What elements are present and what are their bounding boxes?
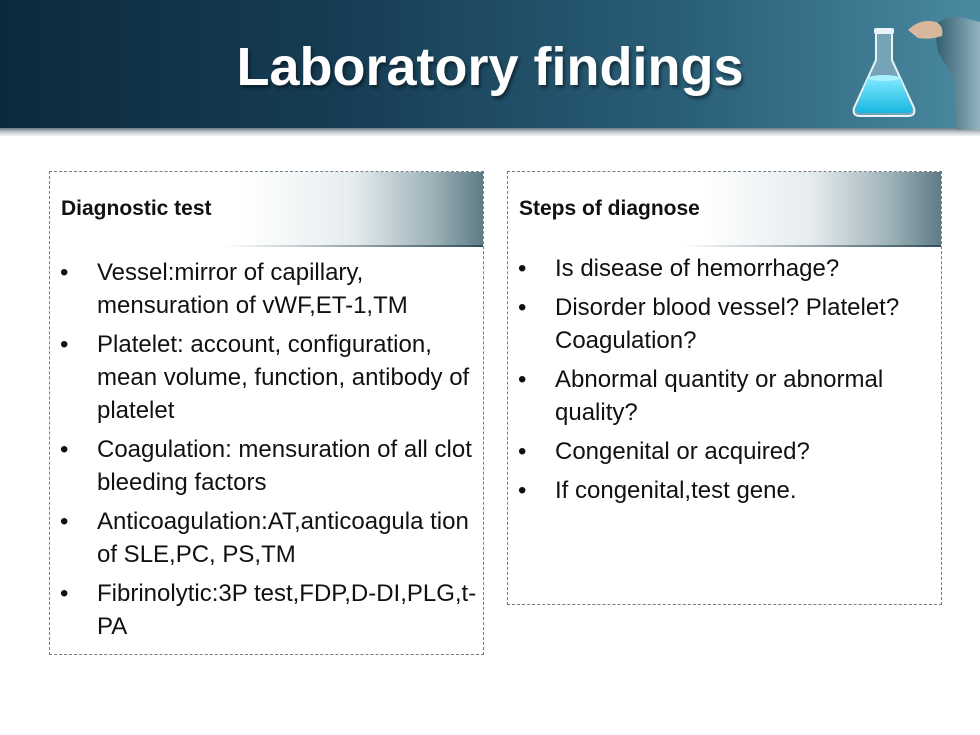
bullet-icon: • [518,438,527,465]
bullet-icon: • [60,580,69,607]
header-divider [0,128,980,136]
list-item: • If congenital,test gene. [508,474,941,507]
list-item: • Disorder blood vessel? Platelet? Coagulation? [508,291,941,357]
panel-heading [508,172,941,246]
bullet-icon: • [60,436,69,463]
bullet-list [50,256,483,649]
list-item: • Is disease of hemorrhage? [508,252,941,285]
erlenmeyer-flask-icon [846,8,980,130]
list-item: • Fibrinolytic:3P test,FDP,D-DI,PLG,t-PA [50,577,483,643]
bullet-icon: • [60,259,69,286]
panel-heading [50,172,483,246]
steps-of-diagnose-panel [507,171,942,605]
bullet-icon: • [518,255,527,282]
bullet-list [508,252,941,513]
list-item: • Congenital or acquired? [508,435,941,468]
bullet-icon: • [518,477,527,504]
panel-heading-text: Diagnostic test [61,197,212,220]
list-item: • Coagulation: mensuration of all clot bleeding factors [50,433,483,499]
bullet-icon: • [518,294,527,321]
slide-title: Laboratory findings [236,37,744,97]
list-item: • Anticoagulation:AT,anticoagula tion of SLE,PC, PS,TM [50,505,483,571]
bullet-icon: • [60,508,69,535]
bullet-icon: • [60,331,69,358]
list-item: • Abnormal quantity or abnormal quality? [508,363,941,429]
bullet-icon: • [518,366,527,393]
panel-heading-text: Steps of diagnose [519,197,700,220]
list-item: • Platelet: account, configuration, mean volume, function, antibody of platelet [50,328,483,427]
diagnostic-test-panel [49,171,484,655]
list-item: • Vessel:mirror of capillary, mensuration of vWF,ET-1,TM [50,256,483,322]
